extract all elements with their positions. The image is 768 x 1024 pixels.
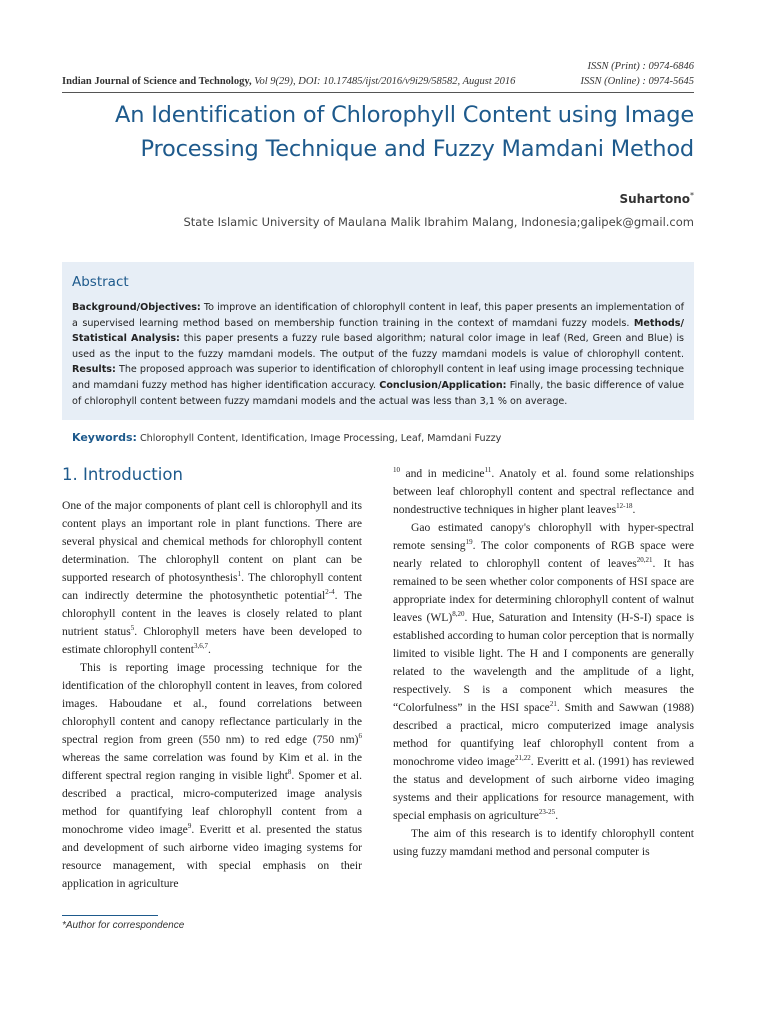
abstract-results-label: Results: — [72, 364, 116, 376]
abstract-results-text: The proposed approach was superior to identification of chlorophyll content in leaf using image processing technique and mamdani fuzzy method has higher identification accuracy. — [72, 364, 684, 391]
citation: 9 — [187, 822, 192, 831]
text-run: . Everitt et al. presented the status and development of such airborne video imaging systems for resource management, with special emphasis on their application in agriculture — [62, 823, 363, 890]
section-heading-introduction: 1. Introduction — [62, 465, 183, 484]
citation: 6 — [358, 732, 362, 741]
citation: 3,6,7 — [194, 642, 209, 651]
author — [619, 191, 694, 206]
citation: 8 — [287, 768, 292, 777]
abstract-conclusion-text: Finally, the basic difference of value of chlorophyll content between fuzzy mamdani models and the actual was less than 3,1 % on average. — [72, 379, 684, 407]
citation: 2-4 — [325, 588, 335, 597]
paragraph-3 — [393, 519, 694, 825]
journal-name: Indian Journal of Science and Technology, — [62, 76, 252, 87]
paragraph-2-continued — [393, 465, 694, 519]
text-run: . Smith and Sawwan (1988) described a practical, micro computerized image analysis method for quantifying leaf chlorophyll content from a monochrome video image — [393, 701, 694, 768]
abstract-bg-text: To improve an identification of chlorophyll content in leaf, this paper presents an implementation of a supervised learning method based on membership function training in the context of mamdani fuzzy models. — [72, 302, 684, 329]
citation: 19 — [465, 538, 473, 547]
abstract-text — [72, 300, 684, 409]
text-run: Gao estimated canopy's chlorophyll with hyper-spectral remote sensing — [393, 521, 694, 552]
text-run: . Spomer et al. described a practical, micro-computerized image analysis method for quantifying leaf chlorophyll content from a monochrome video image — [62, 769, 362, 836]
text-run: One of the major components of plant cell is chlorophyll and its content plays an important role in plant functions. There are several physical and chemical methods for chlorophyll content determination. The chlorophyll content on plant can be supported research of photosynthesis — [62, 499, 362, 584]
abstract-methods-text: this paper presents a fuzzy rule based algorithm; natural color image in leaf (Red, Green and Blue) is used as the input to the fuzzy mamdani models. The output of the fuzzy mamdani models is value of chlorophyll content. — [72, 333, 684, 360]
text-run: . Hue, Saturation and Intensity (H-S-I) space is established according to human color perception that is normally limited to visible light. The H and I components are generally related to the wavelength and the amplitude of a light, respectively. S is a component which measures the “Colorfulness” in the HSI space — [393, 611, 694, 714]
citation: 21 — [549, 700, 557, 709]
paragraph-1 — [62, 497, 362, 659]
citation: 12-18 — [616, 502, 633, 511]
keywords — [72, 431, 501, 444]
header-rule — [62, 92, 694, 93]
keywords-text: Chlorophyll Content, Identification, Image Processing, Leaf, Mamdani Fuzzy — [136, 433, 502, 444]
text-run: . Everitt et al. (1991) has reviewed the status and development of such airborne video imaging systems and their applications for resource management, with special emphasis on agriculture — [393, 755, 694, 822]
citation: 20,21 — [636, 556, 653, 565]
citation: 1 — [237, 570, 242, 579]
author-name: Suhartono — [619, 192, 690, 206]
title-line-2: Processing Technique and Fuzzy Mamdani Method — [140, 136, 694, 162]
citation: 10 — [393, 466, 400, 475]
body-column-right — [393, 465, 694, 861]
text-run: . It has remained to be seen whether color components of HSI space are appropriate index for determining chlorophyll content of walnut leaves (WL) — [393, 557, 695, 624]
abstract-conclusion-label: Conclusion/Application: — [379, 379, 507, 391]
text-run: and in medicine — [400, 467, 485, 480]
issn-print: ISSN (Print) : 0974-6846 — [587, 61, 694, 72]
text-run: . Anatoly et al. found some relationships between leaf chlorophyll content and spectral reflectance and nondestructive techniques in higher plant leaves — [393, 467, 694, 516]
paper-title — [34, 98, 694, 166]
abstract-bg-label: Background/Objectives: — [72, 302, 201, 313]
journal-citation: Vol 9(29), DOI: 10.17485/ijst/2016/v9i29/58582, August 2016 — [254, 76, 516, 87]
abstract-box — [62, 262, 694, 420]
citation: 11 — [484, 466, 492, 475]
text-run: . The color components of RGB space were nearly related to chlorophyll content of leaves — [393, 539, 694, 570]
text-run: . — [555, 809, 559, 822]
affiliation: State Islamic University of Maulana Malik Ibrahim Malang, Indonesia;galipek@gmail.com — [183, 215, 694, 229]
abstract-methods-label: Methods/ Statistical Analysis: — [72, 317, 684, 345]
text-run: . Chlorophyll meters have been developed to estimate chlorophyll content — [62, 625, 362, 656]
text-run: whereas the same correlation was found by Kim et al. in the different spectral region ranging in visible light — [62, 751, 362, 782]
body-column-left — [62, 497, 362, 893]
keywords-label: Keywords: — [72, 431, 137, 444]
paragraph-4 — [393, 825, 694, 861]
citation: 8,20 — [452, 610, 465, 619]
citation: 5 — [130, 624, 135, 633]
text-run: . — [208, 643, 211, 656]
text-run: . The chlorophyll content in the leaves is closely related to plant nutrient status — [62, 589, 363, 638]
text-run: . The chlorophyll content can indirectly determine the photosynthetic potential — [62, 571, 362, 602]
footnote: *Author for correspondence — [62, 920, 185, 931]
citation: 23-25 — [538, 808, 556, 817]
issn-online: ISSN (Online) : 0974-5645 — [580, 76, 694, 87]
citation: 21,22 — [515, 754, 531, 763]
title-line-1: An Identification of Chlorophyll Content using Image — [115, 102, 694, 128]
abstract-heading: Abstract — [72, 274, 129, 290]
text-run: . — [632, 503, 636, 516]
text-run: The aim of this research is to identify chlorophyll content using fuzzy mamdani method and personal computer is — [393, 827, 694, 858]
footnote-rule — [62, 915, 158, 916]
author-mark: * — [690, 191, 694, 200]
paragraph-2 — [62, 659, 362, 893]
journal-header — [62, 76, 515, 87]
text-run: This is reporting image processing technique for the identification of the chlorophyll content in leaves, from colored images. Haboudane et al., found correlations between chlorophyll content and canopy reflectance particularly in the spectral region from green (550 nm) to red edge (750 nm) — [62, 661, 362, 746]
